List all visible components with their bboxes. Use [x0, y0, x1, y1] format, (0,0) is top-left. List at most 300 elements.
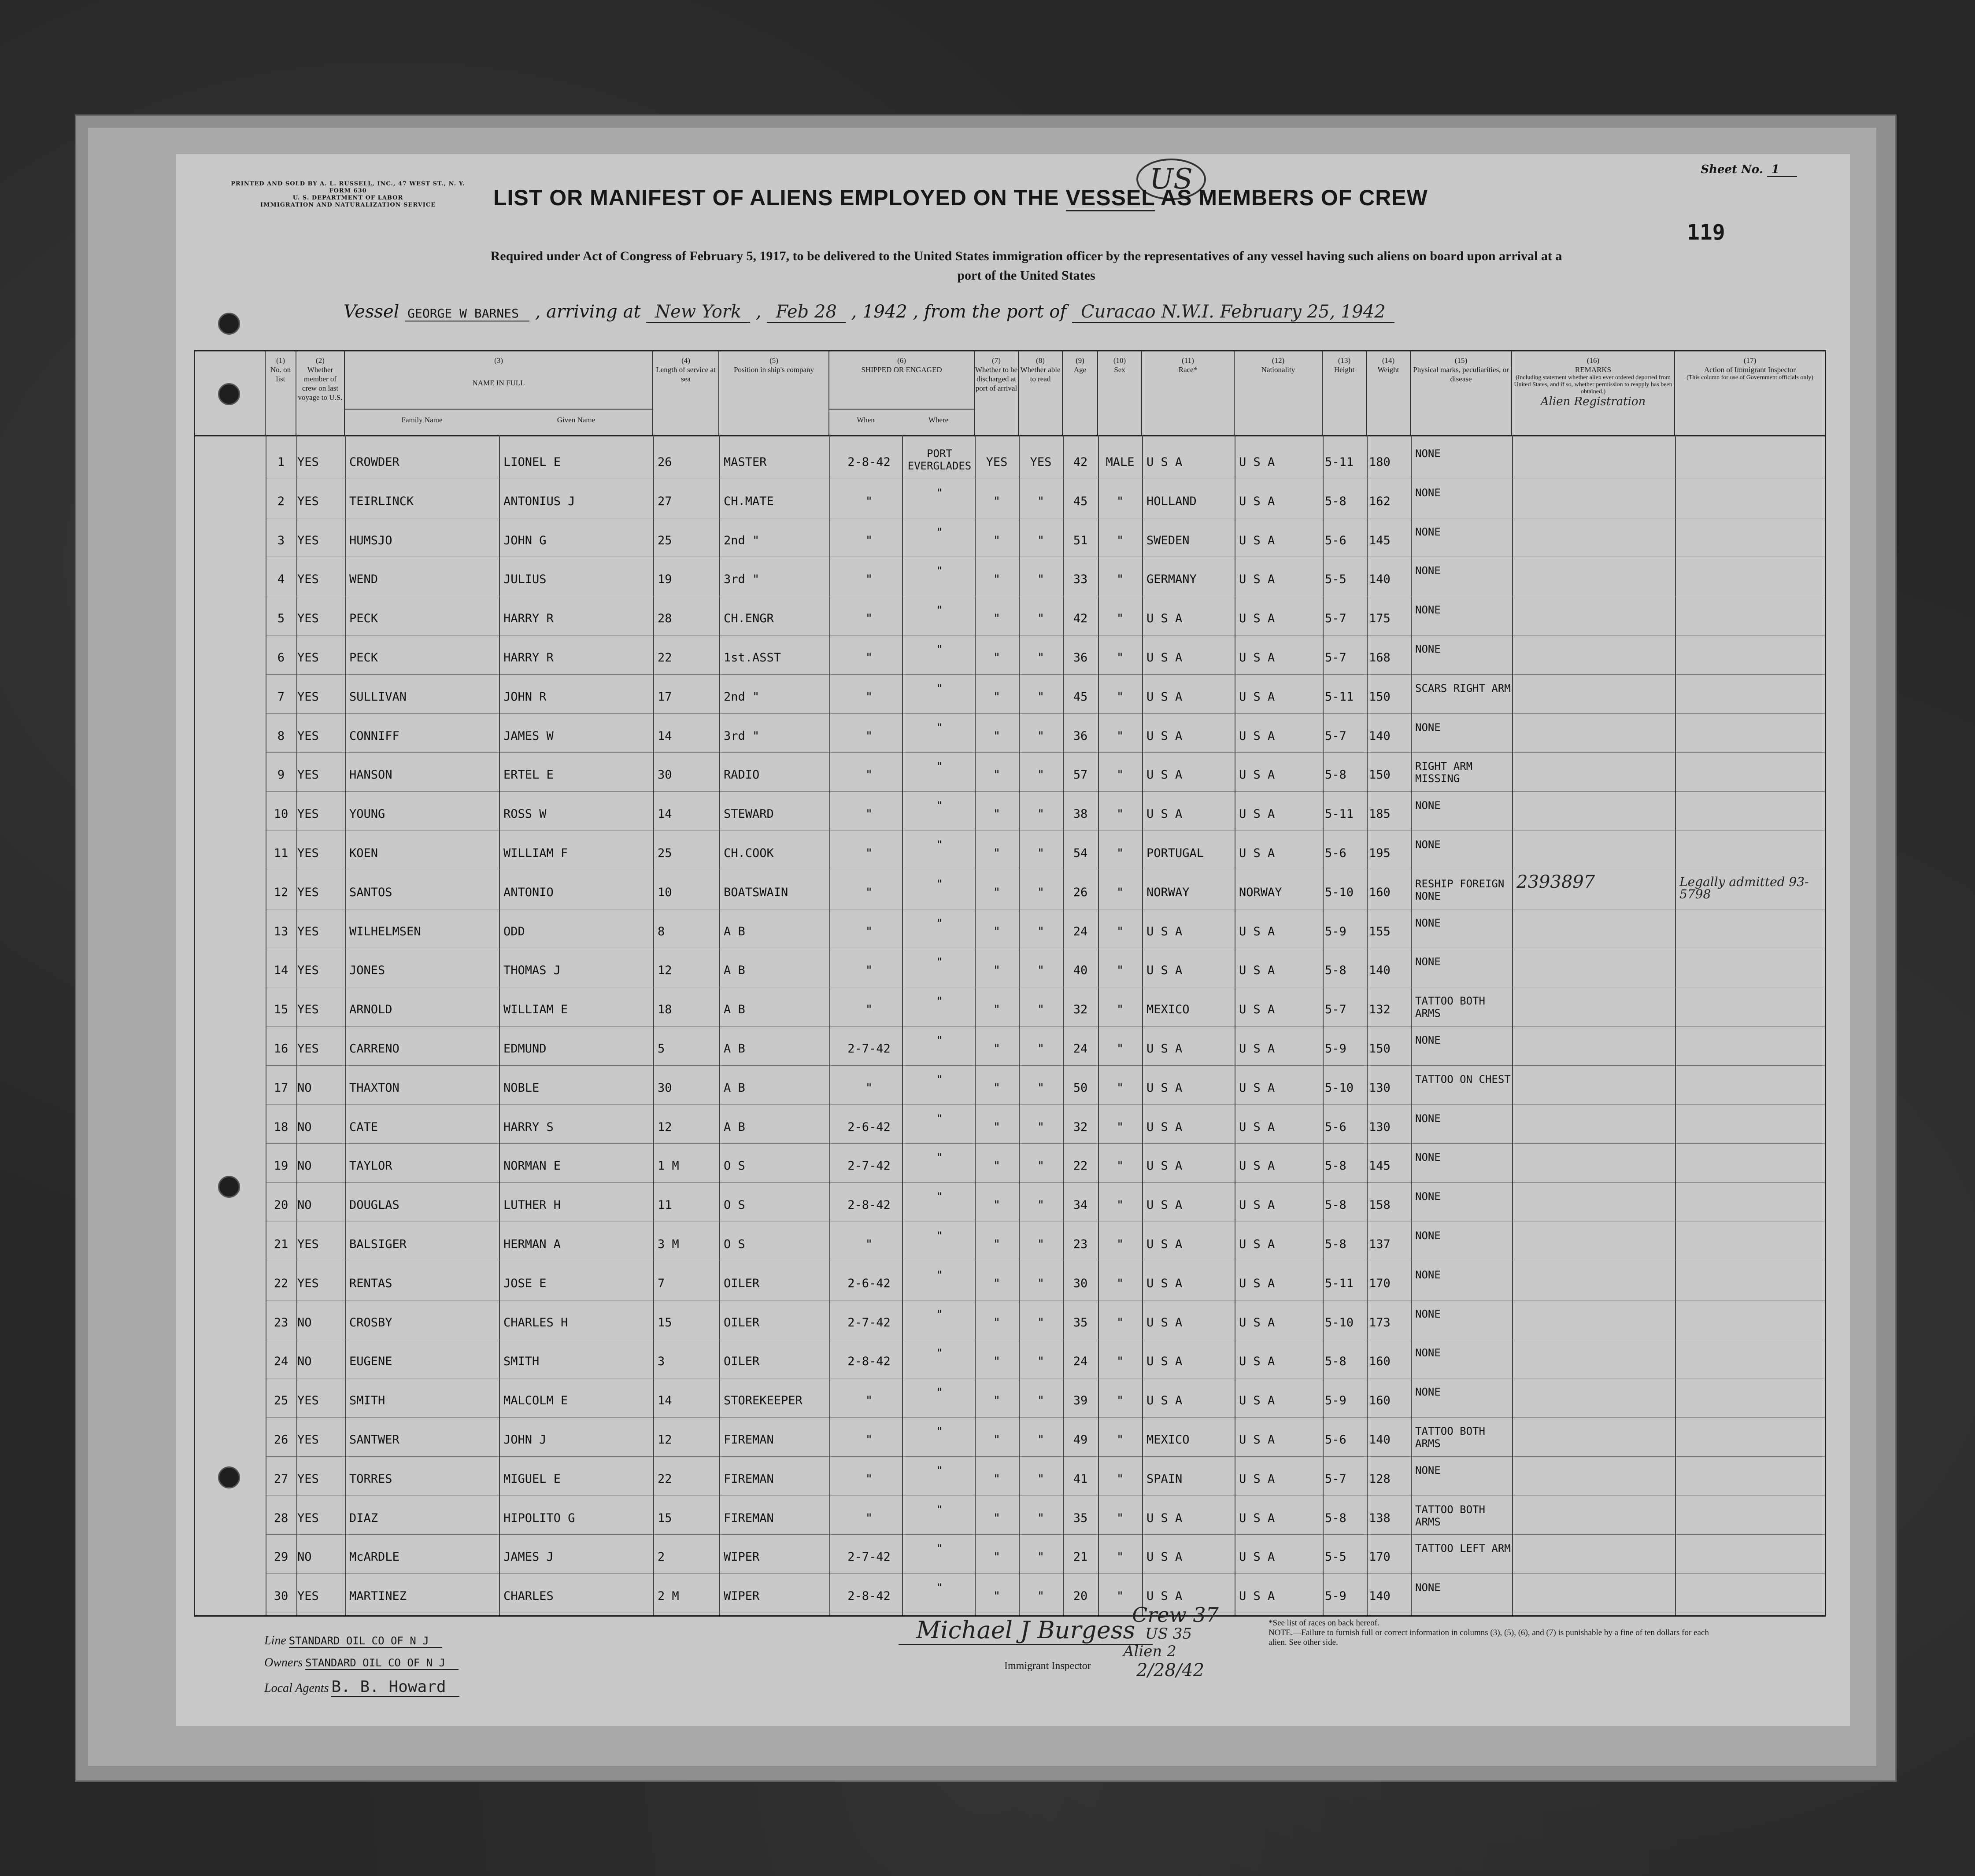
cell-marks: TATTOO BOTH ARMS [1415, 1503, 1485, 1528]
cell-no: 11 [274, 846, 288, 860]
printer-line: U. S. DEPARTMENT OF LABOR [292, 195, 403, 201]
cell-height: 5-7 [1325, 612, 1346, 626]
cell-nat: U S A [1239, 1159, 1275, 1173]
cell-marks: NONE [1415, 486, 1441, 499]
cell-family: KOEN [349, 846, 378, 860]
arriving-label: , arriving at [535, 302, 641, 322]
title-part3: AS MEMBERS OF CREW [1160, 185, 1428, 210]
cell-where: " [936, 1151, 943, 1164]
cell-family: TAYLOR [349, 1159, 392, 1173]
cell-no: 20 [274, 1198, 288, 1212]
cell-when: " [865, 768, 873, 782]
cell-nat: U S A [1239, 1472, 1275, 1486]
cell-position: FIREMAN [724, 1472, 774, 1486]
cell-prev: YES [297, 455, 319, 469]
cell-weight: 138 [1369, 1511, 1391, 1525]
cell-service: 5 [658, 1042, 665, 1056]
cell-no: 4 [277, 572, 285, 587]
cell-when: 2-8-42 [847, 1589, 891, 1603]
cell-family: PECK [349, 651, 378, 665]
cell-where: " [936, 877, 943, 890]
cell-sex: " [1116, 1042, 1124, 1056]
cell-weight: 195 [1369, 846, 1391, 860]
cell-family: CROSBY [349, 1315, 392, 1329]
cell-age: 57 [1073, 768, 1088, 782]
cell-race: U S A [1147, 1042, 1183, 1056]
sheet-no-value: 1 [1767, 163, 1797, 177]
cell-sex: " [1116, 651, 1124, 665]
cell-marks: NONE [1415, 799, 1441, 812]
cell-service: 14 [658, 729, 672, 743]
cell-marks: TATTOO ON CHEST [1415, 1073, 1511, 1086]
cell-disch: YES [986, 455, 1008, 469]
cell-read: " [1037, 964, 1045, 978]
cell-when: " [865, 651, 873, 665]
cell-when: " [865, 1511, 873, 1525]
cell-prev: NO [297, 1159, 312, 1173]
owners-field: Owners STANDARD OIL CO OF N J [264, 1656, 459, 1670]
cell-read: " [1037, 1472, 1045, 1486]
cell-nat: U S A [1239, 1315, 1275, 1329]
cell-no: 27 [274, 1472, 288, 1486]
cell-prev: YES [297, 651, 319, 665]
alien-tally: Alien 2 [1123, 1643, 1176, 1660]
page-title [493, 185, 1428, 210]
cell-race: U S A [1147, 651, 1183, 665]
cell-when: " [865, 846, 873, 860]
cell-weight: 140 [1369, 1433, 1391, 1447]
cell-given: JOHN J [503, 1433, 547, 1447]
cell-no: 8 [277, 729, 285, 743]
cell-prev: NO [297, 1120, 312, 1134]
cell-prev: YES [297, 1237, 319, 1251]
column-header-service: (4) Length of service at sea [653, 351, 719, 435]
cell-marks: SCARS RIGHT ARM [1415, 682, 1511, 694]
cell-sex: " [1116, 1198, 1124, 1212]
cell-family: PECK [349, 612, 378, 626]
cell-sex: " [1116, 1433, 1124, 1447]
page-subtitle [322, 247, 1731, 285]
cell-weight: 160 [1369, 1394, 1391, 1408]
cell-marks: NONE [1415, 643, 1441, 655]
cell-height: 5-5 [1325, 1550, 1346, 1564]
cell-where: " [936, 1386, 943, 1399]
cell-sex: " [1116, 1315, 1124, 1329]
cell-sex: " [1116, 1394, 1124, 1408]
cell-race: U S A [1147, 612, 1183, 626]
cell-age: 35 [1073, 1511, 1088, 1525]
cell-given: CHARLES [503, 1589, 554, 1603]
cell-read: " [1037, 729, 1045, 743]
footer-notes [1269, 1618, 1709, 1647]
cell-sex: " [1116, 964, 1124, 978]
cell-prev: YES [297, 1511, 319, 1525]
cell-given: LIONEL E [503, 455, 561, 469]
cell-age: 23 [1073, 1237, 1088, 1251]
cell-height: 5-10 [1325, 1315, 1354, 1329]
cell-race: U S A [1147, 807, 1183, 821]
cell-height: 5-9 [1325, 1589, 1346, 1603]
cell-marks: RESHIP FOREIGN NONE [1415, 877, 1505, 902]
cell-age: 38 [1073, 807, 1088, 821]
cell-read: " [1037, 768, 1045, 782]
column-header-discharged: (7) Whether to be discharged at port of arrival [975, 351, 1019, 435]
cell-position: O S [724, 1237, 745, 1251]
vessel-label: Vessel [344, 302, 399, 322]
cell-given: JOHN G [503, 533, 547, 547]
cell-family: EUGENE [349, 1355, 392, 1369]
cell-age: 34 [1073, 1198, 1088, 1212]
printer-info [225, 181, 471, 209]
cell-no: 9 [277, 768, 285, 782]
cell-read: " [1037, 690, 1045, 704]
subheader-when: When [857, 416, 875, 424]
cell-where: " [936, 525, 943, 538]
cell-when: 2-7-42 [847, 1550, 891, 1564]
cell-nat: U S A [1239, 1042, 1275, 1056]
cell-no: 29 [274, 1550, 288, 1564]
cell-where: " [936, 1503, 943, 1516]
cell-disch: " [993, 494, 1001, 508]
cell-marks: NONE [1415, 1190, 1441, 1203]
cell-given: HARRY R [503, 612, 554, 626]
cell-age: 32 [1073, 1003, 1088, 1017]
cell-disch: " [993, 612, 1001, 626]
cell-nat: U S A [1239, 690, 1275, 704]
cell-given: EDMUND [503, 1042, 547, 1056]
cell-service: 12 [658, 1120, 672, 1134]
cell-race: U S A [1147, 1276, 1183, 1290]
cell-race: U S A [1147, 1550, 1183, 1564]
cell-no: 7 [277, 690, 285, 704]
cell-when: 2-7-42 [847, 1159, 891, 1173]
cell-height: 5-7 [1325, 651, 1346, 665]
cell-height: 5-6 [1325, 846, 1346, 860]
cell-height: 5-5 [1325, 572, 1346, 587]
cell-given: HERMAN A [503, 1237, 561, 1251]
cell-where: " [936, 1542, 943, 1555]
cell-no: 19 [274, 1159, 288, 1173]
cell-read: " [1037, 885, 1045, 899]
from-port: Curacao N.W.I. February 25, 1942 [1072, 302, 1394, 323]
cell-height: 5-7 [1325, 1003, 1346, 1017]
cell-when: " [865, 729, 873, 743]
agents-field: Local Agents B. B. Howard [264, 1678, 459, 1696]
vessel-line: Vessel GEORGE W BARNES , arriving at New York , Feb 28 , 1942 , from the port of Curacao N.W.I. February 25, 1942 [344, 302, 1876, 322]
cell-service: 22 [658, 651, 672, 665]
cell-read: " [1037, 1355, 1045, 1369]
cell-prev: YES [297, 885, 319, 899]
cell-given: NOBLE [503, 1081, 540, 1095]
cell-given: HARRY S [503, 1120, 554, 1134]
cell-no: 25 [274, 1394, 288, 1408]
cell-weight: 173 [1369, 1315, 1391, 1329]
cell-where: " [936, 1307, 943, 1320]
cell-height: 5-8 [1325, 1237, 1346, 1251]
cell-no: 12 [274, 885, 288, 899]
cell-where: " [936, 1347, 943, 1359]
manifest-page [176, 154, 1850, 1726]
cell-position: A B [724, 1081, 745, 1095]
subheader-where: Where [928, 416, 949, 424]
cell-race: MEXICO [1147, 1433, 1190, 1447]
cell-service: 22 [658, 1472, 672, 1486]
cell-prev: YES [297, 533, 319, 547]
cell-given: JAMES W [503, 729, 554, 743]
cell-prev: YES [297, 1042, 319, 1056]
cell-when: " [865, 807, 873, 821]
cell-weight: 145 [1369, 1159, 1391, 1173]
cell-given: LUTHER H [503, 1198, 561, 1212]
cell-height: 5-8 [1325, 768, 1346, 782]
cell-family: BALSIGER [349, 1237, 407, 1251]
cell-nat: U S A [1239, 572, 1275, 587]
cell-no: 30 [274, 1589, 288, 1603]
cell-sex: " [1116, 807, 1124, 821]
cell-race: U S A [1147, 1355, 1183, 1369]
cell-where: " [936, 1230, 943, 1242]
cell-sex: " [1116, 572, 1124, 587]
column-header-shipped: (6) SHIPPED OR ENGAGED When Where [829, 351, 975, 435]
column-header-race: (11) Race* [1142, 351, 1235, 435]
cell-disch: " [993, 924, 1001, 938]
cell-prev: YES [297, 1003, 319, 1017]
cell-sex: " [1116, 612, 1124, 626]
cell-when: 2-8-42 [847, 1355, 891, 1369]
owners-value: STANDARD OIL CO OF N J [305, 1657, 459, 1670]
subtitle-line2: port of the United States [957, 268, 1095, 283]
cell-given: MALCOLM E [503, 1394, 568, 1408]
cell-marks: NONE [1415, 721, 1441, 734]
cell-height: 5-9 [1325, 1042, 1346, 1056]
cell-family: CATE [349, 1120, 378, 1134]
column-header-margin [195, 351, 266, 435]
cell-read: " [1037, 1276, 1045, 1290]
title-part1: LIST OR MANIFEST OF ALIENS EMPLOYED ON THE [493, 185, 1059, 210]
cell-disch: " [993, 1355, 1001, 1369]
cell-no: 28 [274, 1511, 288, 1525]
cell-height: 5-11 [1325, 807, 1354, 821]
cell-race: U S A [1147, 1120, 1183, 1134]
cell-marks: NONE [1415, 1151, 1441, 1164]
cell-prev: YES [297, 1276, 319, 1290]
cell-read: " [1037, 1198, 1045, 1212]
cell-family: HANSON [349, 768, 392, 782]
cell-family: HUMSJO [349, 533, 392, 547]
cell-service: 11 [658, 1198, 672, 1212]
cell-nat: U S A [1239, 1355, 1275, 1369]
cell-marks: TATTOO BOTH ARMS [1415, 995, 1485, 1020]
printer-line: IMMIGRATION AND NATURALIZATION SERVICE [260, 202, 436, 208]
cell-disch: " [993, 885, 1001, 899]
cell-position: RADIO [724, 768, 760, 782]
cell-weight: 180 [1369, 455, 1391, 469]
cell-when: 2-7-42 [847, 1042, 891, 1056]
cell-position: STEWARD [724, 807, 774, 821]
column-divider [975, 435, 976, 1615]
cell-disch: " [993, 1081, 1001, 1095]
cell-race: NORWAY [1147, 885, 1190, 899]
cell-age: 54 [1073, 846, 1088, 860]
cell-weight: 145 [1369, 533, 1391, 547]
cell-sex: " [1116, 885, 1124, 899]
cell-race: U S A [1147, 1198, 1183, 1212]
cell-nat: U S A [1239, 612, 1275, 626]
cell-family: ARNOLD [349, 1003, 392, 1017]
cell-disch: " [993, 1198, 1001, 1212]
cell-disch: " [993, 729, 1001, 743]
us-handwritten-mark: US [1136, 159, 1206, 200]
cell-service: 12 [658, 1433, 672, 1447]
cell-sex: " [1116, 1589, 1124, 1603]
cell-when: " [865, 1081, 873, 1095]
cell-disch: " [993, 1315, 1001, 1329]
cell-weight: 162 [1369, 494, 1391, 508]
cell-nat: U S A [1239, 494, 1275, 508]
cell-given: JOHN R [503, 690, 547, 704]
cell-height: 5-6 [1325, 1433, 1346, 1447]
sheet-number [1701, 163, 1797, 176]
cell-family: YOUNG [349, 807, 385, 821]
subheader-family-name: Family Name [401, 416, 443, 424]
column-divider [296, 435, 297, 1615]
cell-age: 22 [1073, 1159, 1088, 1173]
cell-no: 24 [274, 1355, 288, 1369]
cell-when: " [865, 533, 873, 547]
cell-marks: NONE [1415, 1307, 1441, 1320]
cell-position: CH.MATE [724, 494, 774, 508]
column-divider [1675, 435, 1676, 1615]
cell-prev: YES [297, 846, 319, 860]
cell-weight: 158 [1369, 1198, 1391, 1212]
cell-service: 2 M [658, 1589, 679, 1603]
cell-weight: 130 [1369, 1081, 1391, 1095]
cell-position: STOREKEEPER [724, 1394, 803, 1408]
cell-service: 19 [658, 572, 672, 587]
cell-read: " [1037, 494, 1045, 508]
cell-height: 5-8 [1325, 1159, 1346, 1173]
printer-line: FORM 630 [329, 188, 367, 194]
cell-read: " [1037, 1433, 1045, 1447]
cell-age: 50 [1073, 1081, 1088, 1095]
cell-sex: " [1116, 924, 1124, 938]
cell-where: " [936, 916, 943, 929]
cell-height: 5-11 [1325, 690, 1354, 704]
cell-service: 2 [658, 1550, 665, 1564]
cell-prev: YES [297, 1472, 319, 1486]
column-divider [1019, 435, 1020, 1615]
cell-nat: U S A [1239, 964, 1275, 978]
line-field: Line STANDARD OIL CO OF N J [264, 1634, 442, 1648]
cell-weight: 185 [1369, 807, 1391, 821]
cell-family: THAXTON [349, 1081, 399, 1095]
cell-where: " [936, 643, 943, 655]
cell-sex: " [1116, 1159, 1124, 1173]
column-header-height: (13) Height [1323, 351, 1367, 435]
cell-no: 26 [274, 1433, 288, 1447]
cell-given: NORMAN E [503, 1159, 561, 1173]
cell-family: TORRES [349, 1472, 392, 1486]
cell-nat: U S A [1239, 1511, 1275, 1525]
arrival-date: Feb 28 [767, 302, 845, 323]
cell-where: " [936, 838, 943, 851]
cell-service: 3 M [658, 1237, 679, 1251]
cell-prev: YES [297, 729, 319, 743]
cell-disch: " [993, 1276, 1001, 1290]
crew-table [194, 350, 1826, 1617]
cell-service: 25 [658, 846, 672, 860]
cell-given: ANTONIUS J [503, 494, 575, 508]
cell-marks: NONE [1415, 565, 1441, 577]
arrival-year: 1942 [862, 302, 907, 322]
page-number: 119 [1687, 220, 1725, 245]
cell-prev: YES [297, 768, 319, 782]
cell-read: YES [1030, 455, 1052, 469]
cell-disch: " [993, 651, 1001, 665]
cell-disch: " [993, 1159, 1001, 1173]
cell-height: 5-7 [1325, 1472, 1346, 1486]
column-divider [1367, 435, 1368, 1615]
cell-nat: U S A [1239, 1198, 1275, 1212]
cell-service: 30 [658, 1081, 672, 1095]
cell-marks: NONE [1415, 1268, 1441, 1281]
cell-position: O S [724, 1159, 745, 1173]
cell-sex: " [1116, 1237, 1124, 1251]
cell-given: JAMES J [503, 1550, 554, 1564]
us-tally: US 35 [1145, 1625, 1192, 1643]
cell-given: WILLIAM E [503, 1003, 568, 1017]
cell-when: 2-7-42 [847, 1315, 891, 1329]
cell-read: " [1037, 846, 1045, 860]
cell-age: 36 [1073, 729, 1088, 743]
cell-age: 42 [1073, 612, 1088, 626]
cell-nat: U S A [1239, 924, 1275, 938]
cell-service: 28 [658, 612, 672, 626]
column-header-remarks: (16) REMARKS (Including statement whether alien ever ordered deported from United States, and if so, whether permission to reapply has been obtained.) Alien Registration [1512, 351, 1675, 435]
cell-position: 1st.ASST [724, 651, 781, 665]
cell-sex: " [1116, 1081, 1124, 1095]
cell-disch: " [993, 846, 1001, 860]
cell-nat: NORWAY [1239, 885, 1282, 899]
cell-family: WILHELMSEN [349, 924, 421, 938]
cell-where: " [936, 604, 943, 617]
cell-when: " [865, 1472, 873, 1486]
cell-position: A B [724, 1120, 745, 1134]
cell-read: " [1037, 1159, 1045, 1173]
cell-no: 3 [277, 533, 285, 547]
note-races: *See list of races on back hereof. [1269, 1618, 1380, 1628]
cell-marks: NONE [1415, 447, 1441, 460]
cell-race: U S A [1147, 1589, 1183, 1603]
cell-where: " [936, 565, 943, 577]
cell-service: 15 [658, 1315, 672, 1329]
cell-when: " [865, 1003, 873, 1017]
cell-disch: " [993, 1550, 1001, 1564]
column-header-action: (17) Action of Immigrant Inspector (This column for use of Government officials only) [1687, 356, 1813, 381]
cell-nat: U S A [1239, 455, 1275, 469]
cell-marks: NONE [1415, 525, 1441, 538]
cell-read: " [1037, 1081, 1045, 1095]
cell-no: 18 [274, 1120, 288, 1134]
cell-family: MARTINEZ [349, 1589, 407, 1603]
cell-service: 3 [658, 1355, 665, 1369]
cell-height: 5-8 [1325, 964, 1346, 978]
cell-age: 36 [1073, 651, 1088, 665]
cell-age: 26 [1073, 885, 1088, 899]
cell-height: 5-10 [1325, 1081, 1354, 1095]
cell-family: CARRENO [349, 1042, 399, 1056]
cell-height: 5-8 [1325, 1355, 1346, 1369]
